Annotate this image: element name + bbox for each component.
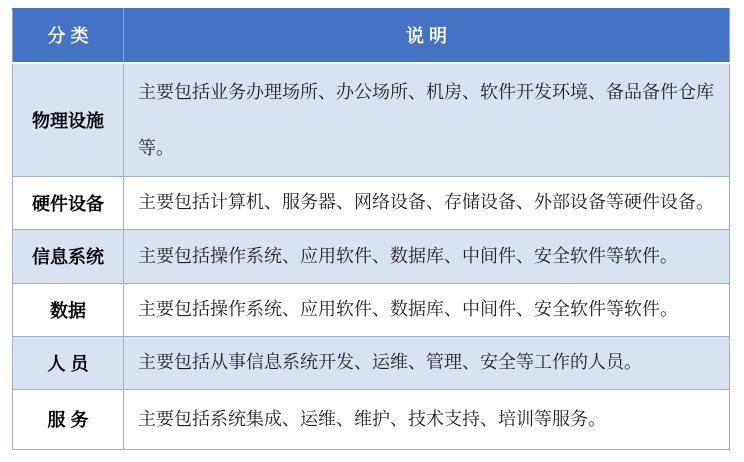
description-cell: 主要包括操作系统、应用软件、数据库、中间件、安全软件等软件。 <box>124 229 730 283</box>
category-cell: 物理设施 <box>13 63 124 177</box>
category-cell: 人 员 <box>13 336 124 389</box>
category-cell: 硬件设备 <box>13 176 124 229</box>
description-cell: 主要包括从事信息系统开发、运维、管理、安全等工作的人员。 <box>124 336 730 389</box>
table-row-services <box>13 389 730 449</box>
table-row-physical-facilities <box>13 63 730 177</box>
table-header-row <box>13 9 730 63</box>
description-cell: 主要包括业务办理场所、办公场所、机房、软件开发环境、备品备件仓库等。 <box>124 63 730 177</box>
header-cell-category: 分 类 <box>13 9 124 63</box>
description-cell: 主要包括计算机、服务器、网络设备、存储设备、外部设备等硬件设备。 <box>124 176 730 229</box>
table-row-hardware-equipment <box>13 176 730 229</box>
table-row-information-systems <box>13 229 730 283</box>
table-row-personnel <box>13 336 730 389</box>
category-cell: 信息系统 <box>13 229 124 283</box>
description-cell: 主要包括系统集成、运维、维护、技术支持、培训等服务。 <box>124 389 730 449</box>
description-cell: 主要包括操作系统、应用软件、数据库、中间件、安全软件等软件。 <box>124 283 730 336</box>
category-cell: 服 务 <box>13 389 124 449</box>
category-cell: 数据 <box>13 283 124 336</box>
table-row-data <box>13 283 730 336</box>
category-table <box>12 8 730 450</box>
header-cell-description: 说 明 <box>124 9 730 63</box>
